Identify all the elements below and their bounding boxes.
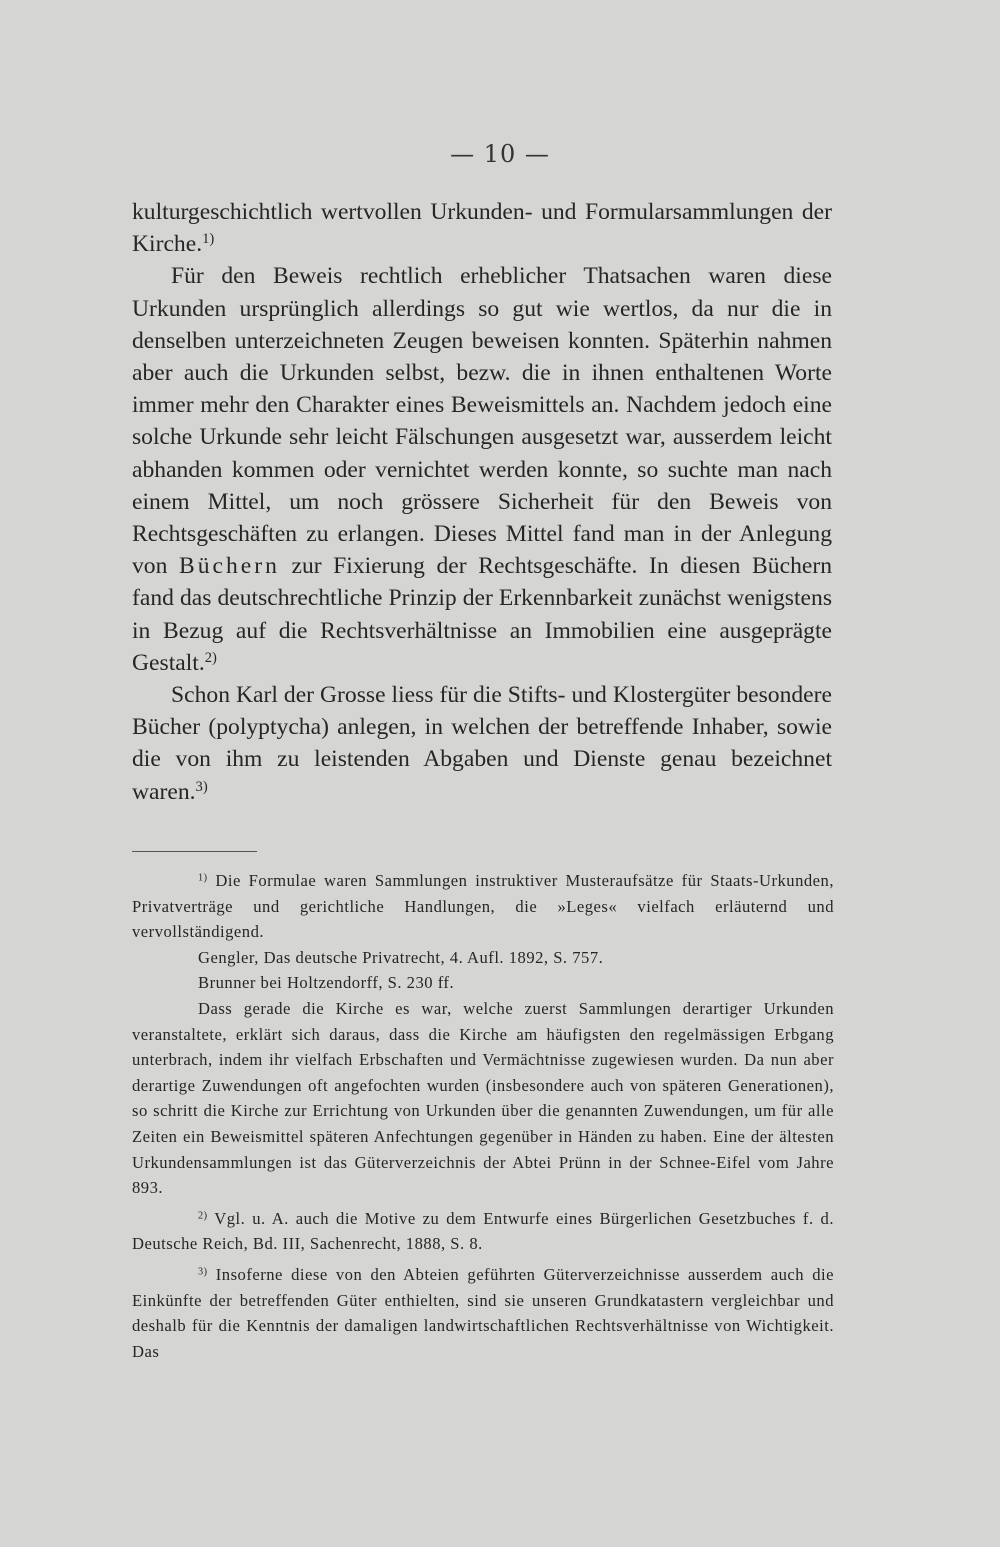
paragraph-2-text-before: Für den Beweis rechtlich erheblicher Thatsachen waren diese Urkunden ursprünglich allerdings so gut wie wertlos, da nur die in denselben unterzeichneten Zeugen beweisen konnten. Späterhin nahmen aber auch die Urkunden selbst, bezw. die in ihnen enthaltenen Worte immer mehr den Charakter eines Beweismittels an. Nachdem jedoch eine solche Urkunde sehr leicht Fälschungen ausgesetzt war, ausserdem leicht abhanden kommen oder vernichtet werden konnte, so suchte man nach einem Mittel, um noch grössere Sicherheit für den Beweis von Rechtsgeschäften zu erlangen. Dieses Mittel fand man in der Anlegung von	[132, 263, 832, 580]
footnotes	[132, 868, 834, 1364]
footnote-2-marker: 2)	[198, 1210, 208, 1222]
footnote-1-brunner: Brunner bei Holtzendorff, S. 230 ff.	[198, 973, 455, 993]
footnote-1	[132, 868, 834, 945]
paragraph-2	[132, 260, 832, 679]
footnote-2	[132, 1206, 834, 1257]
paragraph-3	[132, 679, 832, 808]
footnote-3-marker: 3)	[198, 1266, 208, 1278]
footnote-1-text: Die Formulae waren Sammlungen instruktiver Musteraufsätze für Staats-Urkunden, Privatverträge und gerichtliche Handlungen, die »Leges« vielfach erläuternd und vervollständigend.	[132, 871, 834, 942]
footnote-1-extra: Dass gerade die Kirche es war, welche zuerst Sammlungen derartiger Urkunden veranstaltete, erklärt sich daraus, dass die Kirche am häufigsten den regelmässigen Erbgang unterbrach, indem ihr vielfach Erbschaften und Vermächtnisse zugewiesen wurden. Da nun aber derartige Zuwendungen oft angefochten wurden (insbesondere auch von späteren Generationen), so schritt die Kirche zur Errichtung von Urkunden über die genannten Zuwendungen, um für alle Zeiten ein Beweismittel späteren Anfechtungen gegenüber in Händen zu haben. Eine der ältesten Urkundensammlungen ist das Güterverzeichnis der Abtei Prünn in der Schnee-Eifel vom Jahre 893.	[132, 998, 834, 1198]
footnote-ref-3: 3)	[195, 778, 208, 795]
page-number: — 10 —	[450, 140, 550, 168]
spaced-emphasis-word: Büchern	[178, 553, 280, 580]
footnote-2-text: Vgl. u. A. auch die Motive zu dem Entwurfe eines Bürgerlichen Gesetzbuches f. d. Deutsche Reich, Bd. III, Sachenrecht, 1888, S. 8.	[132, 1208, 834, 1254]
footnote-3-text: Insoferne diese von den Abteien geführten Güterverzeichnisse ausserdem auch die Einkünfte der betreffenden Güter enthielten, sind sie unseren Grundkatastern vergleichbar und deshalb für die Kenntnis der damaligen landwirtschaftlichen Rechtsverhältnisse von Wichtigkeit. Das	[132, 1264, 834, 1361]
footnote-1-gengler: Gengler, Das deutsche Privatrecht, 4. Aufl. 1892, S. 757.	[198, 947, 604, 967]
paragraph-2-text-after: zur Fixierung der Rechtsgeschäfte. In diesen Büchern fand das deutschrechtliche Prinzip der Erkennbarkeit zunächst wenigstens in Bezug auf die Rechtsverhältnisse an Immobilien eine ausgeprägte Gestalt.	[132, 553, 832, 676]
paragraph-3-text: Schon Karl der Grosse liess für die Stifts- und Klostergüter besondere Bücher (polyptycha) anlegen, in welchen der betreffende Inhaber, sowie die von ihm zu leistenden Abgaben und Dienste genau bezeichnet waren.	[132, 682, 832, 805]
paragraph-1-text: kulturgeschichtlich wertvollen Urkunden- und Formularsammlungen der Kirche.	[132, 199, 832, 258]
footnote-ref-1: 1)	[202, 231, 215, 248]
paragraph-1	[132, 196, 832, 260]
main-text	[132, 196, 832, 808]
footnote-ref-2: 2)	[204, 649, 217, 666]
footnote-1-marker: 1)	[198, 872, 208, 884]
footnote-divider	[132, 851, 257, 852]
footnote-3	[132, 1262, 834, 1364]
